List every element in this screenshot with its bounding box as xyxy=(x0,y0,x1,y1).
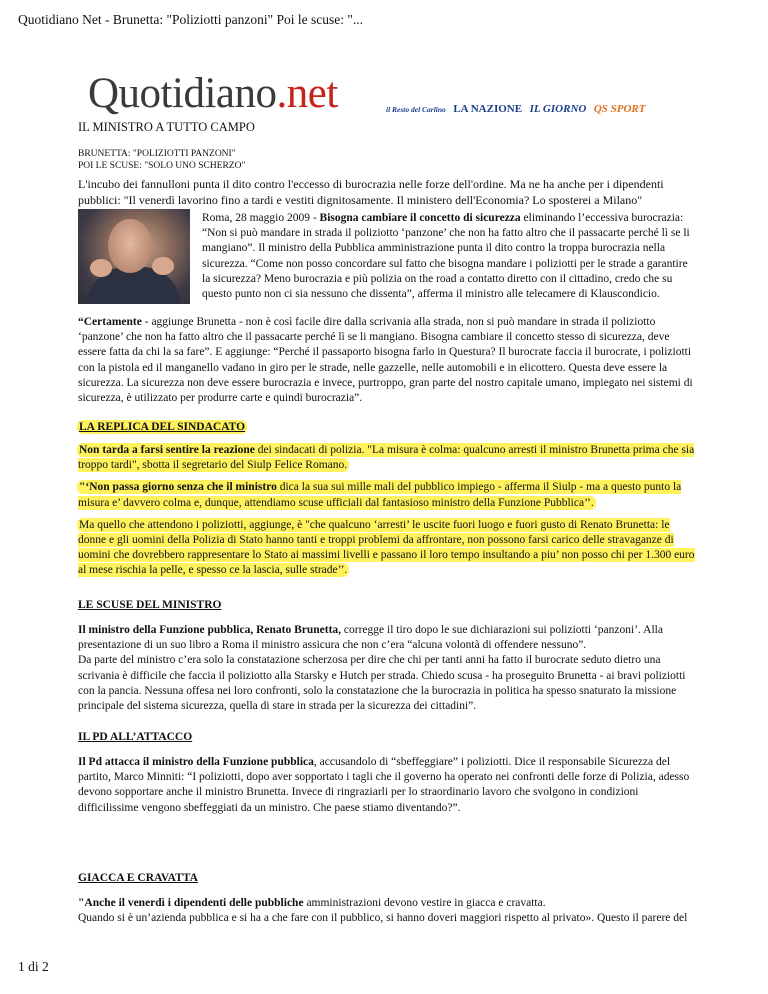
page-number: 1 di 2 xyxy=(18,959,49,974)
print-page-title: Quotidiano Net - Brunetta: "Poliziotti panzoni" Poi le scuse: "... xyxy=(18,12,363,27)
cont-text: - aggiunge Brunetta - non è così facile dire dalla scrivania alla strada, non si può mandare in strada il poliziotto ‘panzone’ che non ha fatto altro che il passacarte perché lì se li mangiano. Bisogna cambiare il concetto stesso di sicurezza, deve essere fatta da chi la sa fare”. E aggiunge: “Perché il passaporto bisogna farlo in Questura? Il burocrate faccia il burocrate, i poliziotti con la pistola ed il manganello vadano in giro per le strade, nelle gazzelle, nelle automobili e in elicottero. Questa deve essere la sicurezza. La sicurezza non deve essere burocrazia e invece, purtroppo, gran parte del nostro capitale umano, impiegato nei sistemi di sicurezza, è utilizzato per produrre carte e quindi burocrazia”. xyxy=(78,316,693,405)
pd-paragraph-1 xyxy=(78,755,698,816)
scuse-paragraph-2: Da parte del ministro c’era solo la constatazione scherzosa per dire che chi per tanti anni ha fatto il burocrate seduto dietro una scrivania è difficile che faccia il poliziotto alla Starsky e Hutch per strada. Chiedo scusa - ha proseguito Brunetta - ai bravi poliziotti con la pancia. Nessuna offesa nei loro confronti, solo la constatazione che la burocrazia in politica ha spesso snaturato la missione principale del sistema sicurezza, quella di stare in strada per la sicurezza dei cittadini”. xyxy=(78,654,686,713)
intro-bold: Bisogna cambiare il concetto di sicurezza xyxy=(319,212,521,224)
cont-bold: “Certamente xyxy=(78,316,142,328)
intro-text: eliminando l’eccessiva burocrazia: “Non si può mandare in strada il poliziotto ‘panzone’ che non ha fatto altro che il passacarte perché lì se li mangiano”. Il ministro della Pubblica amministrazione punta il dito contro la troppa burocrazia nella sicurezza. “Come non posso concordare sul fatto che bisogna mandare i poliziotti per le strade a garantire la sicurezza? Meno burocrazia e più polizia on the road a contatto diretto con il cittadino, credo che su questo punto non ci sia nessuno che dissenta”, afferma il ministro alle telecamere di Klauscondicio. xyxy=(202,212,690,301)
minister-photo xyxy=(78,209,190,304)
section-heading-text: LA REPLICA DEL SINDACATO xyxy=(79,421,246,433)
pd-p1-bold: Il Pd attacca il ministro della Funzione pubblica xyxy=(78,756,314,768)
replica-paragraph-1 xyxy=(78,443,698,473)
replica-p3-text: Ma quello che attendono i poliziotti, aggiunge, è "che qualcuno ‘arresti’ le uscite fuori luogo e fuori gusto di Renato Brunetta: le donne e gli uomini della Polizia di Stato hanno tanti e troppi problemi da affrontare, non possono farsi carico delle stravaganze di uomini che dovrebbero rappresentare lo Stato ai massimi livelli e passano il loro tempo insultando a piu’ non posso chi per 1.300 euro al mese rischia la pelle, e spesso ce la lascia, sulle strade’’. xyxy=(78,518,695,577)
logo-text-suffix: .net xyxy=(276,70,338,117)
section-replica-body xyxy=(78,443,698,586)
section-scuse-body xyxy=(78,623,698,721)
partner-qs-sport[interactable]: QS SPORT xyxy=(593,103,646,115)
site-logo[interactable] xyxy=(88,72,338,115)
section-giacca-body xyxy=(78,896,698,933)
scuse-paragraph-1 xyxy=(78,623,698,653)
section-heading-giacca: GIACCA E CRAVATTA xyxy=(78,872,198,884)
replica-p1-bold: Non tarda a farsi sentire la reazione xyxy=(79,444,255,456)
article-kicker: IL MINISTRO A TUTTO CAMPO xyxy=(78,120,255,134)
article-subhead xyxy=(78,148,245,172)
scuse-p1-text: corregge il tiro dopo le sue dichiarazioni sui poliziotti ‘panzoni’. Alla presentazione di un suo libro a Roma il ministro assicura che non c’era “alcuna volontà di offendere nessuno”. xyxy=(78,624,663,652)
replica-paragraph-2 xyxy=(78,480,698,510)
article-continuation xyxy=(78,315,698,406)
scuse-p1-bold: Il ministro della Funzione pubblica, Renato Brunetta, xyxy=(78,624,342,636)
section-pd-body xyxy=(78,755,698,823)
replica-paragraph-3 xyxy=(78,518,698,579)
photo-hand-left xyxy=(90,259,112,277)
replica-p2-text: dica la sua sui mille mali del pubblico impiego - afferma il Siulp - ma a questo punto la misura e’ davvero colma e, dunque, attendiamo scuse ufficiali dal fantasioso ministro della Funzione Pubblica’’. xyxy=(78,481,682,509)
article-intro xyxy=(202,211,698,302)
partner-resto-del-carlino[interactable]: il Resto del Carlino xyxy=(386,105,446,114)
photo-hand-right xyxy=(152,257,174,275)
section-heading-replica xyxy=(78,421,246,433)
section-heading-pd: IL PD ALL’ATTACCO xyxy=(78,731,193,743)
logo-text-main: Quotidiano xyxy=(88,70,277,117)
section-heading-scuse: LE SCUSE DEL MINISTRO xyxy=(78,599,222,611)
article-lead: L'incubo dei fannulloni punta il dito contro l'eccesso di burocrazia nelle forze dell'ordine. Ma ne ha anche per i dipendenti pubblici: "Il venerdì lavorino fino a tardi e vestiti dignitosamente. Il ministero dell'Economia? Lo sposterei a Milano" xyxy=(78,177,664,207)
photo-face-shape xyxy=(108,219,152,273)
giacca-p1-text: amministrazioni devono vestire in giacca e cravatta. xyxy=(303,897,546,909)
giacca-p1-bold: "Anche il venerdì i dipendenti delle pubbliche xyxy=(78,897,304,909)
pd-p1-text: , accusandolo di “sbeffeggiare” i poliziotti. Dice il responsabile Sicurezza del partito, Marco Minniti: “I poliziotti, dopo aver sopportato i tagli che il governo ha operato nei confronti delle forze di Polizia, adesso devono sopportare anche il ministro Brunetta. Invece di ringraziarli per lo straordinario lavoro che svolgono in condizioni difficilissime vengono sbeffeggiati da un ministro. Che paese stiamo diventando?”. xyxy=(78,756,690,814)
dateline: Roma, 28 maggio 2009 - xyxy=(202,212,320,224)
subhead-line-2: POI LE SCUSE: "SOLO UNO SCHERZO" xyxy=(78,161,246,171)
partner-il-giorno[interactable]: IL GIORNO xyxy=(529,103,587,115)
replica-p1-text: dei sindacati di polizia. "La misura è colma: qualcuno arresti il ministro Brunetta prima che sia troppo tardi", sbotta il segretario del Siulp Felice Romano. xyxy=(78,444,695,472)
giacca-paragraph-2: Quando si è un’azienda pubblica e si ha a che fare con il pubblico, si hanno doveri maggiori rispetto al privato». Questo il parere del xyxy=(78,912,688,925)
partner-la-nazione[interactable]: LA NAZIONE xyxy=(453,103,523,115)
replica-p2-bold: "‘Non passa giorno senza che il ministro xyxy=(79,481,277,494)
subhead-line-1: BRUNETTA: "POLIZIOTTI PANZONI" xyxy=(78,149,236,159)
partner-logos xyxy=(386,103,651,115)
giacca-paragraph-1 xyxy=(78,896,698,911)
